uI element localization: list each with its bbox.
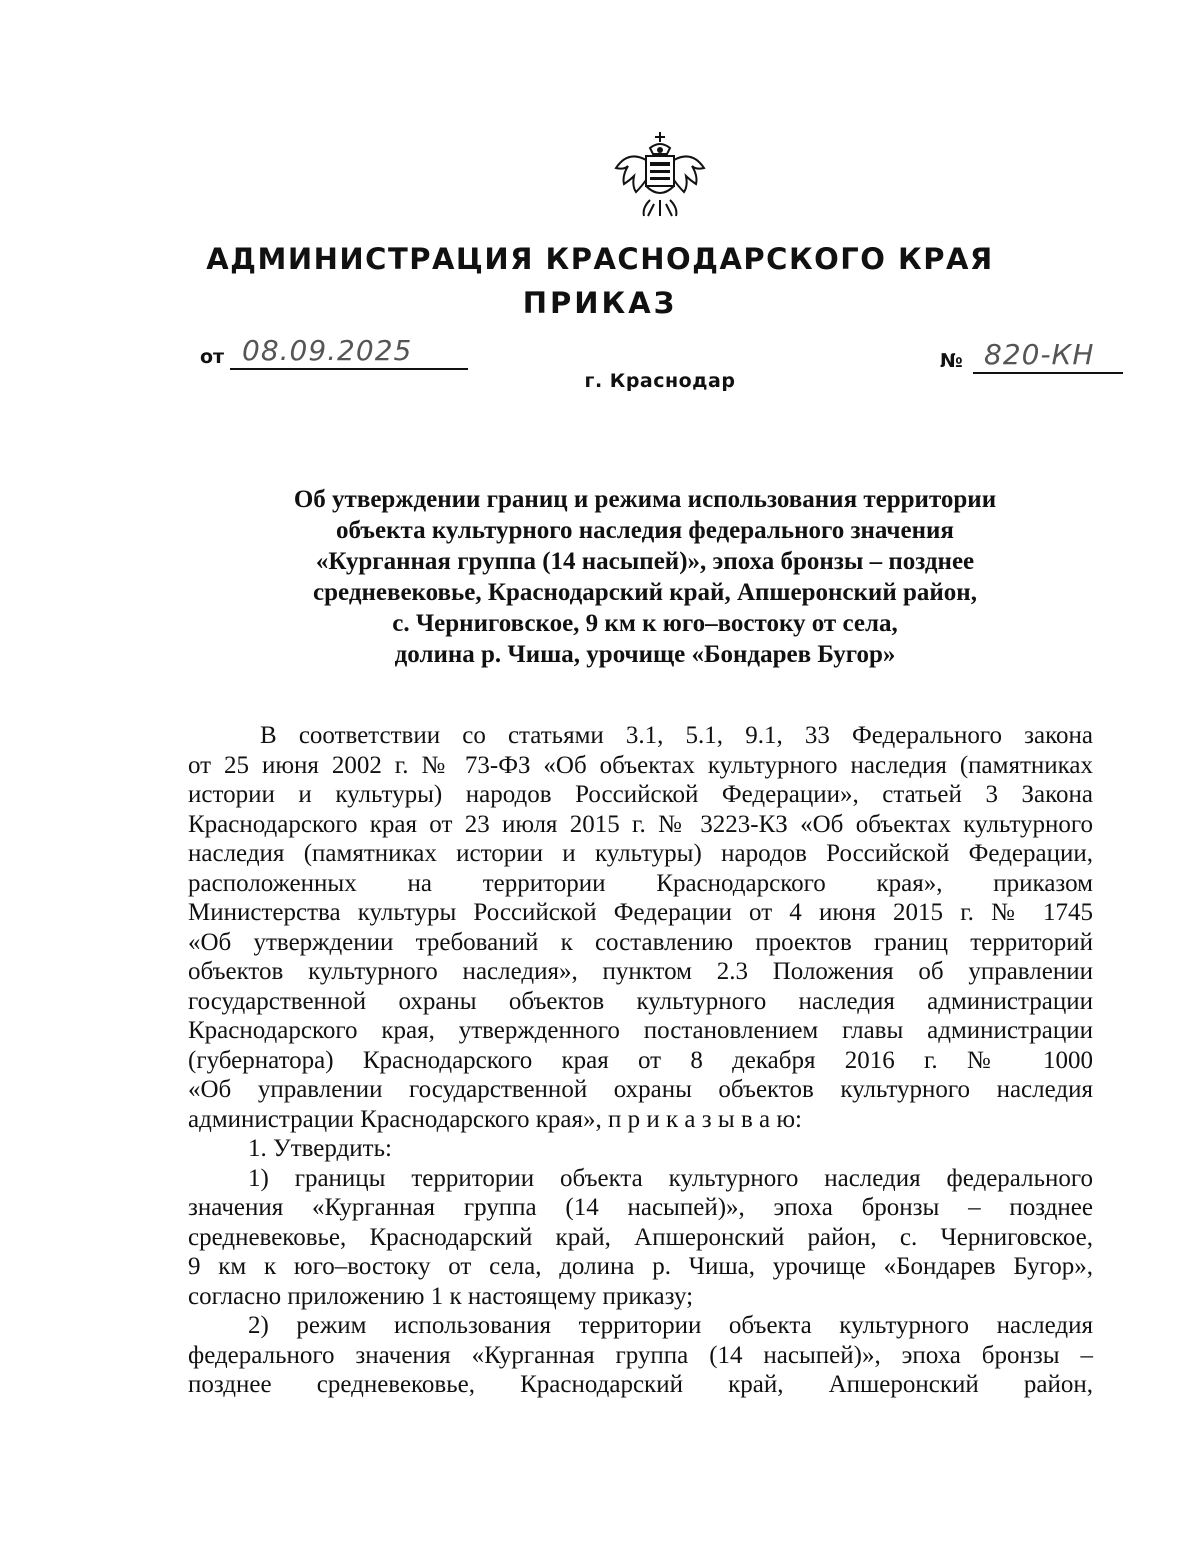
body-line: истории и культуры) народов Российской Федерации», статьей 3 Закона bbox=[188, 781, 1093, 808]
body-line: (губернатора) Краснодарского края от 8 декабря 2016 г. № 1000 bbox=[188, 1046, 1093, 1074]
body-line: государственной охраны объектов культурного наследия администрации bbox=[188, 987, 1093, 1015]
body-line: позднее средневековье, Краснодарский край, Апшеронский район, bbox=[188, 1371, 1093, 1398]
body-line: от 25 июня 2002 г. № 73-ФЗ «Об объектах культурного наследия (памятниках bbox=[188, 751, 1093, 779]
date-value: 08.09.2025 bbox=[242, 334, 413, 367]
body-line: 2) режим использования территории объекта культурного наследия bbox=[248, 1312, 1093, 1339]
body-line: согласно приложению 1 к настоящему приказу; bbox=[188, 1282, 694, 1310]
coat-of-arms-emblem bbox=[610, 128, 710, 220]
document-body bbox=[188, 721, 1093, 1400]
body-line: объектов культурного наследия», пунктом 2.3 Положения об управлении bbox=[188, 958, 1093, 985]
body-line: 1) границы территории объекта культурного наследия федерального bbox=[248, 1164, 1093, 1192]
order-word: п р и к а з ы в а ю: bbox=[608, 1105, 802, 1133]
body-line: Краснодарского края от 23 июля 2015 г. № 3223-КЗ «Об объектах культурного bbox=[188, 810, 1093, 838]
title-line: объекта культурного наследия федерального значения bbox=[336, 517, 954, 544]
document-title bbox=[180, 484, 1110, 670]
title-line: Об утверждении границ и режима использования территории bbox=[293, 486, 997, 513]
title-line: долина р. Чиша, урочище «Бондарев Бугор» bbox=[394, 641, 896, 668]
city: г. Краснодар bbox=[584, 370, 736, 392]
body-line: наследия (памятниках истории и культуры) народов Российской Федерации, bbox=[188, 840, 1093, 867]
body-line: федерального значения «Курганная группа (14 насыпей)», эпоха бронзы – bbox=[188, 1341, 1093, 1369]
title-line: «Курганная группа (14 насыпей)», эпоха бронзы – позднее bbox=[315, 548, 975, 575]
body-line: 9 км к юго–востоку от села, долина р. Чиша, урочище «Бондарев Бугор», bbox=[188, 1253, 1093, 1280]
body-line: В соответствии со статьями 3.1, 5.1, 9.1, 33 Федерального закона bbox=[260, 722, 1093, 749]
number-label: № bbox=[940, 350, 963, 372]
body-line bbox=[188, 1105, 1093, 1135]
title-line: с. Черниговское, 9 км к юго–востоку от села, bbox=[392, 610, 898, 637]
item-heading: 1. Утвердить: bbox=[248, 1135, 392, 1162]
body-line: Краснодарского края, утвержденного постановлением главы администрации bbox=[188, 1017, 1093, 1044]
body-line: расположенных на территории Краснодарского края», приказом bbox=[188, 869, 1093, 897]
body-line: «Об управлении государственной охраны объектов культурного наследия bbox=[188, 1076, 1093, 1103]
body-line: средневековье, Краснодарский край, Апшеронский район, с. Черниговское, bbox=[188, 1223, 1093, 1251]
number-value: 820-КН bbox=[984, 338, 1095, 371]
body-line: «Об утверждении требований к составлению проектов границ территорий bbox=[188, 928, 1093, 956]
organization-name: АДМИНИСТРАЦИЯ КРАСНОДАРСКОГО КРАЯ bbox=[206, 242, 994, 276]
title-line: средневековье, Краснодарский край, Апшеронский район, bbox=[313, 579, 977, 606]
body-line: значения «Курганная группа (14 насыпей)», эпоха бронзы – позднее bbox=[188, 1194, 1093, 1221]
body-line-text: администрации Краснодарского края», bbox=[188, 1105, 602, 1133]
document-type: ПРИКАЗ bbox=[522, 286, 678, 320]
body-line: Министерства культуры Российской Федерации от 4 июня 2015 г. № 1745 bbox=[188, 899, 1093, 926]
date-label: от bbox=[200, 346, 225, 368]
